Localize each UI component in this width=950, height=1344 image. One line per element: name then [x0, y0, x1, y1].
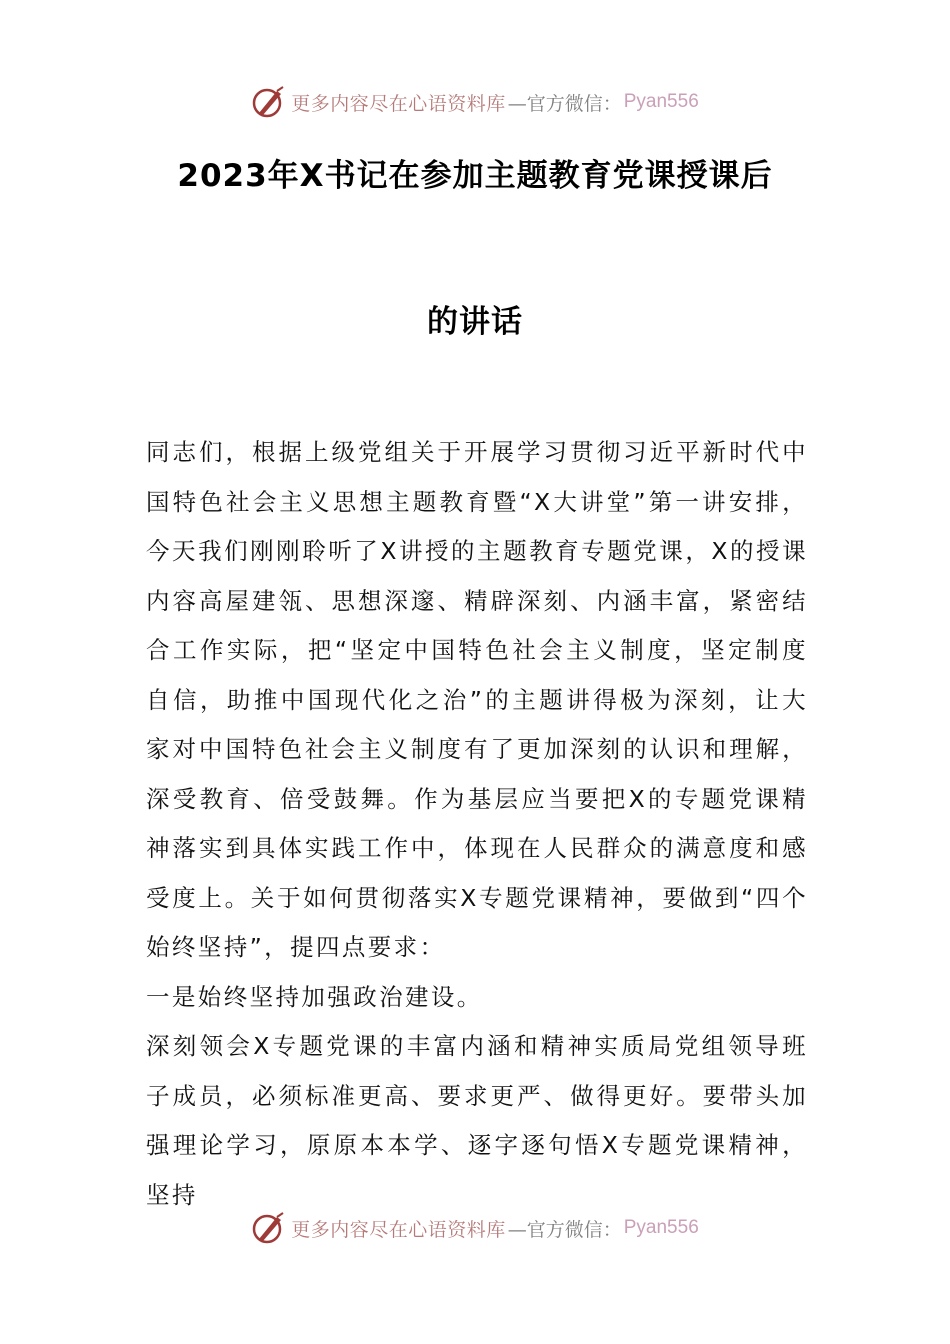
- document-body: [146, 428, 808, 1220]
- paragraph-3: 深刻领会X专题党课的丰富内涵和精神实质局党组领导班子成员，必须标准更高、要求更严、做得更好。要带头加强理论学习，原原本本学、逐字逐句悟X专题党课精神，坚持: [146, 1032, 808, 1209]
- document-title-line1: 2023年X书记在参加主题教育党课授课后: [177, 158, 773, 194]
- document-title-line2: 的讲话: [427, 304, 523, 340]
- paragraph-2: 一是始终坚持加强政治建设。: [146, 982, 483, 1011]
- footer-watermark: [0, 1208, 950, 1248]
- watermark-wechat-id: Pyan556: [623, 1217, 699, 1238]
- watermark-text: 更多内容尽在心语资料库: [291, 1218, 506, 1241]
- watermark-wechat-id: Pyan556: [623, 91, 699, 112]
- watermark-text: 更多内容尽在心语资料库: [291, 92, 506, 115]
- watermark-tail: —官方微信：: [507, 1218, 622, 1241]
- watermark-tail: —官方微信：: [507, 92, 622, 115]
- pen-logo-icon: [251, 1211, 287, 1245]
- header-watermark: [0, 82, 950, 122]
- paragraph-1: 同志们，根据上级党组关于开展学习贯彻习近平新时代中国特色社会主义思想主题教育暨“X大讲堂”第一讲安排，今天我们刚刚聆听了X讲授的主题教育专题党课，X的授课内容高屋建瓴、思想深邃、精辟深刻、内涵丰富，紧密结合工作实际，把“坚定中国特色社会主义制度，坚定制度自信，助推中国现代化之治”的主题讲得极为深刻，让大家对中国特色社会主义制度有了更加深刻的认识和理解，深受教育、倍受鼓舞。作为基层应当要把X的专题党课精神落实到具体实践工作中，体现在人民群众的满意度和感受度上。关于如何贯彻落实X专题党课精神，要做到“四个始终坚持”，提四点要求：: [146, 438, 808, 961]
- pen-logo-icon: [251, 85, 287, 119]
